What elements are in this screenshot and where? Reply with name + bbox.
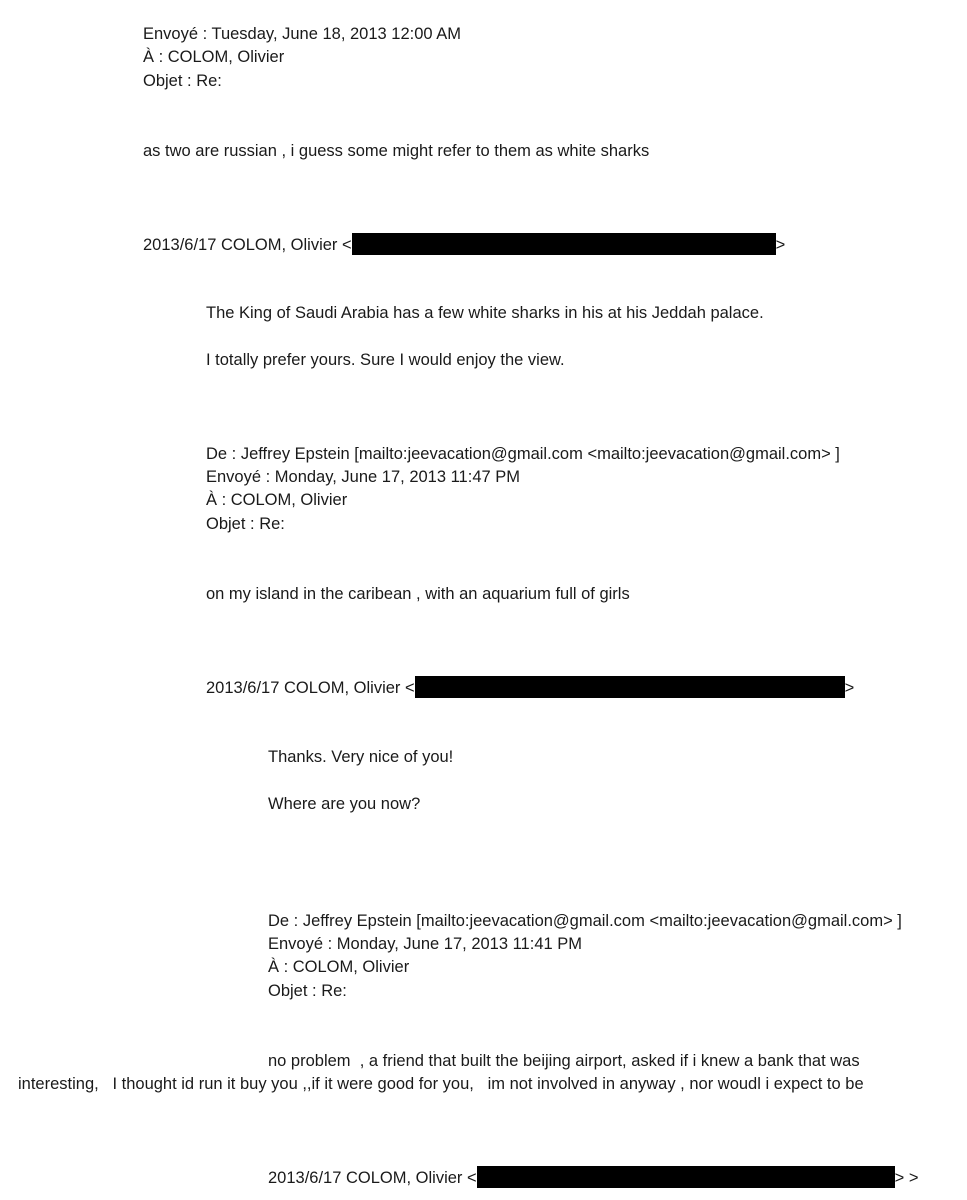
sent-line: Envoyé : Monday, June 17, 2013 11:41 PM (268, 935, 583, 953)
quote-header-end: > (844, 679, 855, 697)
message-body: as two are russian , i guess some might refer to them as white sharks (143, 142, 650, 160)
from-line: De : Jeffrey Epstein [mailto:jeevacation@gmail.com <mailto:jeevacation@gmail.com> ] (268, 912, 902, 930)
message-body-line: I totally prefer yours. Sure I would enjoy the view. (206, 351, 565, 369)
message-body-line: no problem , a friend that built the beijing airport, asked if i knew a bank that was (268, 1052, 860, 1070)
redaction-bar (352, 233, 776, 255)
to-line: À : COLOM, Olivier (143, 48, 285, 66)
message-body-line: on my island in the caribean , with an aquarium full of girls (206, 585, 630, 603)
sent-line: Envoyé : Monday, June 17, 2013 11:47 PM (206, 468, 521, 486)
message-body-line: Where are you now? (268, 795, 421, 813)
quote-header-end: > (775, 236, 786, 254)
quote-header (143, 233, 785, 256)
quote-header-text: 2013/6/17 COLOM, Olivier < (143, 236, 352, 254)
from-line: De : Jeffrey Epstein [mailto:jeevacation@gmail.com <mailto:jeevacation@gmail.com> ] (206, 445, 840, 463)
message-body-line: Thanks. Very nice of you! (268, 748, 454, 766)
quote-header (268, 1166, 919, 1189)
message-body-line: The King of Saudi Arabia has a few white sharks in his at his Jeddah palace. (206, 304, 764, 322)
quote-header-text: 2013/6/17 COLOM, Olivier < (268, 1169, 477, 1187)
redaction-bar (415, 676, 845, 698)
quote-header (206, 676, 854, 699)
to-line: À : COLOM, Olivier (206, 491, 348, 509)
quote-header-end: > > (894, 1169, 919, 1187)
sent-line: Envoyé : Tuesday, June 18, 2013 12:00 AM (143, 25, 461, 43)
to-line: À : COLOM, Olivier (268, 958, 410, 976)
subject-line: Objet : Re: (206, 515, 285, 533)
message-body-line: interesting, I thought id run it buy you ,,if it were good for you, im not involved in anyway , nor woudl i expect to be (18, 1075, 864, 1093)
redaction-bar (477, 1166, 895, 1188)
subject-line: Objet : Re: (143, 72, 222, 90)
quote-header-text: 2013/6/17 COLOM, Olivier < (206, 679, 415, 697)
subject-line: Objet : Re: (268, 982, 347, 1000)
